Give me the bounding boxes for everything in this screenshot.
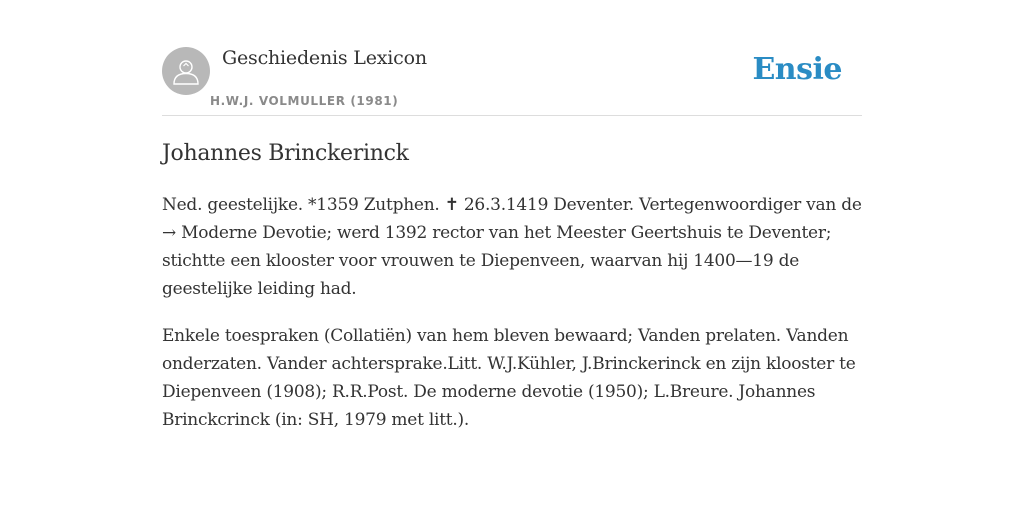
author-byline: H.W.J. VOLMULLER (1981) [210, 94, 399, 108]
ensie-logo[interactable]: Ensie [752, 52, 842, 87]
article-paragraph: Ned. geestelijke. *1359 Zutphen. ✝ 26.3.1419 Deventer. Vertegenwoordiger van de → Moderne Devotie; werd 1392 rector van het Meester Geertshuis te Deventer; stichtte een klooster voor vrouwen te Diepenveen, waarvan hij 1400—19 de geestelijke leiding had. [162, 195, 862, 299]
lexicon-header [162, 46, 862, 116]
lexicon-title[interactable]: Geschiedenis Lexicon [222, 47, 427, 69]
avatar[interactable] [162, 47, 210, 95]
article [162, 139, 862, 453]
article-title: Johannes Brinckerinck [162, 141, 409, 166]
user-icon [162, 47, 210, 95]
article-paragraph: Enkele toespraken (Collatiën) van hem bleven bewaard; Vanden prelaten. Vanden onderzaten. Vander achtersprake.Litt. W.J.Kühler, J.Brinckerinck en zijn klooster te Diepenveen (1908); R.R.Post. De moderne devotie (1950); L.Breure. Johannes Brinckcrinck (in: SH, 1979 met litt.). [162, 326, 856, 430]
